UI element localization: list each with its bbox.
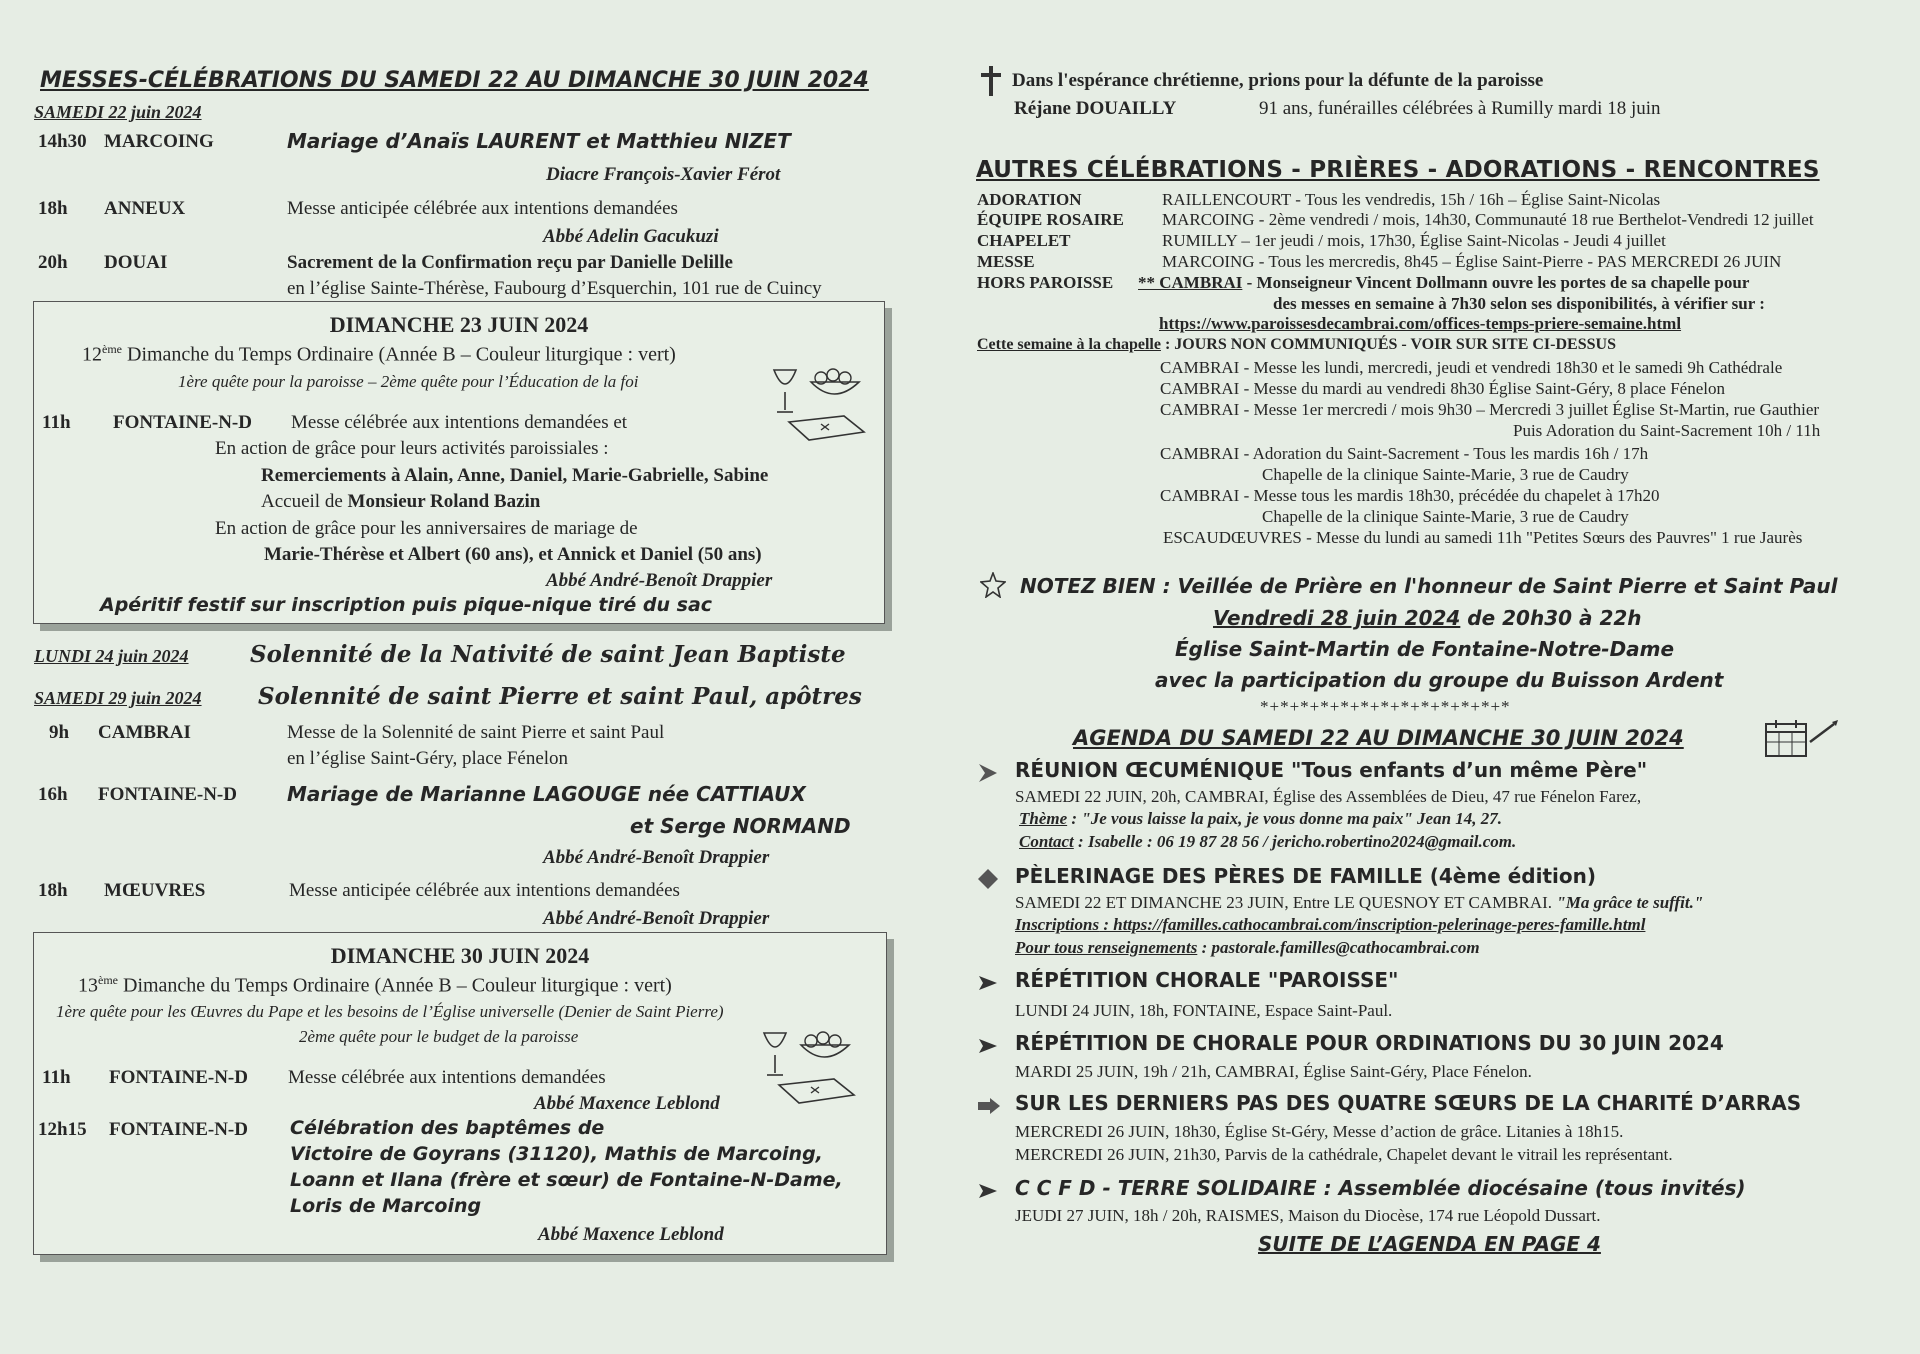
autres-text: MARCOING - 2ème vendredi / mois, 14h30, Communauté 18 rue Berthelot-Vendredi 12 juillet — [1162, 210, 1814, 229]
cambrai-line: Puis Adoration du Saint-Sacrement 10h / 11h — [1513, 421, 1821, 440]
autres-text: MARCOING - Tous les mercredis, 8h45 – Église Saint-Pierre - PAS MERCREDI 26 JUIN — [1162, 252, 1782, 271]
cross-icon — [978, 64, 1004, 98]
deceased-details: 91 ans, funérailles célébrées à Rumilly mardi 18 juin — [1259, 98, 1661, 119]
date-mon24: LUNDI 24 juin 2024 — [34, 646, 189, 666]
hors-paroisse-label: HORS PAROISSE — [977, 273, 1114, 292]
sunday-30-quete-2: 2ème quête pour le budget de la paroisse — [299, 1027, 579, 1046]
event-time: 11h — [42, 1067, 71, 1088]
event-text: Loris de Marcoing — [290, 1195, 482, 1217]
agenda-item-title: RÉPÉTITION CHORALE "PAROISSE" — [1015, 968, 1399, 992]
aperitif-note: Apéritif festif sur inscription puis pique-nique tiré du sac — [100, 594, 713, 616]
notez-line-3: Église Saint-Martin de Fontaine-Notre-Dame — [1175, 637, 1675, 661]
agenda-item-line: Contact : Isabelle : 06 19 87 28 56 / jericho.robertino2024@gmail.com. — [1019, 832, 1517, 851]
deceased-intro: Dans l'espérance chrétienne, prions pour la défunte de la paroisse — [1012, 70, 1544, 91]
arrowhead-bullet-icon — [977, 1182, 999, 1200]
chapelle-line: Cette semaine à la chapelle : JOURS NON COMMUNIQUÉS - VOIR SUR SITE CI-DESSUS — [977, 336, 1616, 353]
event-place: MARCOING — [104, 131, 214, 152]
mon24-solennite: Solennité de la Nativité de saint Jean Baptiste — [250, 641, 846, 668]
date-sat29: SAMEDI 29 juin 2024 — [34, 688, 202, 708]
autres-text: RAILLENCOURT - Tous les vendredis, 15h / 16h – Église Saint-Nicolas — [1162, 190, 1661, 209]
event-place: FONTAINE-N-D — [98, 784, 237, 805]
event-time: 11h — [42, 412, 71, 433]
agenda-item-line: Inscriptions : https://familles.cathocambrai.com/inscription-pelerinage-peres-famille.html — [1015, 915, 1646, 934]
sunday-30-box — [33, 932, 887, 1255]
deceased-name: Réjane DOUAILLY — [1014, 98, 1177, 119]
date-sat22: SAMEDI 22 juin 2024 — [34, 102, 202, 122]
event-text-2: et Serge NORMAND — [630, 814, 851, 838]
event-text: Mariage de Marianne LAGOUGE née CATTIAUX — [287, 782, 806, 806]
event-time: 12h15 — [38, 1119, 87, 1140]
event-text: Célébration des baptêmes de — [290, 1117, 605, 1139]
agenda-item-line: SAMEDI 22 ET DIMANCHE 23 JUIN, Entre LE QUESNOY ET CAMBRAI. "Ma grâce te suffit." — [1015, 893, 1704, 912]
agenda-item-title: C C F D - TERRE SOLIDAIRE : Assemblée diocésaine (tous invités) — [1015, 1176, 1746, 1200]
event-text: Accueil de Monsieur Roland Bazin — [261, 491, 541, 512]
event-place: CAMBRAI — [98, 722, 191, 743]
event-officiant: Abbé Maxence Leblond — [538, 1224, 724, 1245]
notez-line-1: NOTEZ BIEN : Veillée de Prière en l'honneur de Saint Pierre et Saint Paul — [1020, 574, 1838, 598]
event-text: Marie-Thérèse et Albert (60 ans), et Annick et Daniel (50 ans) — [264, 544, 762, 565]
agenda-item-line: LUNDI 24 JUIN, 18h, FONTAINE, Espace Saint-Paul. — [1015, 1001, 1393, 1020]
autres-label: CHAPELET — [977, 231, 1071, 250]
cambrai-line: CAMBRAI - Adoration du Saint-Sacrement - Tous les mardis 16h / 17h — [1160, 444, 1649, 463]
event-place: MŒUVRES — [104, 880, 206, 901]
event-text: Messe célébrée aux intentions demandées — [288, 1067, 606, 1088]
arrowhead-bullet-icon — [977, 974, 999, 992]
event-text: Messe célébrée aux intentions demandées et — [291, 412, 628, 433]
event-text-2: en l’église Saint-Géry, place Fénelon — [287, 748, 569, 769]
event-place: DOUAI — [104, 252, 168, 273]
event-text: Messe de la Solennité de saint Pierre et saint Paul — [287, 722, 665, 743]
calendar-icon — [1762, 716, 1842, 760]
event-officiant: Abbé André-Benoît Drappier — [543, 908, 770, 929]
cambrai-line: CAMBRAI - Messe du mardi au vendredi 8h30 Église Saint-Géry, 8 place Fénelon — [1160, 379, 1725, 398]
event-officiant: Abbé André-Benoît Drappier — [546, 570, 773, 591]
event-text: Victoire de Goyrans (31120), Mathis de Marcoing, — [290, 1143, 823, 1165]
hors-paroisse-line: ** CAMBRAI - Monseigneur Vincent Dollmann ouvre les portes de sa chapelle pour — [1138, 273, 1750, 292]
cambrai-line: CAMBRAI - Messe 1er mercredi / mois 9h30 – Mercredi 3 juillet Église St-Martin, rue Gauthier — [1160, 400, 1820, 419]
agenda-title: AGENDA DU SAMEDI 22 AU DIMANCHE 30 JUIN 2024 — [1073, 726, 1684, 750]
event-place: FONTAINE-N-D — [113, 412, 252, 433]
sunday-30-quete-1: 1ère quête pour les Œuvres du Pape et les besoins de l’Église universelle (Denier de Saint Pierre) — [56, 1002, 724, 1021]
sunday-30-title: DIMANCHE 30 JUIN 2024 — [330, 943, 590, 968]
agenda-item-line: SAMEDI 22 JUIN, 20h, CAMBRAI, Église des Assemblées de Dieu, 47 rue Fénelon Farez, — [1015, 787, 1642, 806]
autres-label: MESSE — [977, 252, 1035, 271]
event-text: En action de grâce pour leurs activités paroissiales : — [215, 438, 609, 459]
block-arrow-bullet-icon — [977, 1097, 1001, 1115]
cambrai-line: CAMBRAI - Messe les lundi, mercredi, jeudi et vendredi 18h30 et le samedi 9h Cathédrale — [1160, 358, 1783, 377]
event-place: FONTAINE-N-D — [109, 1119, 248, 1140]
cambrai-line: ESCAUDŒUVRES - Messe du lundi au samedi 11h "Petites Sœurs des Pauvres" 1 rue Jaurès — [1163, 528, 1803, 547]
agenda-item-title: PÈLERINAGE DES PÈRES DE FAMILLE (4ème édition) — [1015, 864, 1596, 888]
event-text: En action de grâce pour les anniversaires de mariage de — [215, 518, 638, 539]
event-time: 9h — [49, 722, 70, 743]
autres-label: ÉQUIPE ROSAIRE — [977, 210, 1124, 229]
arrowhead-bullet-icon — [977, 1037, 999, 1055]
event-officiant: Abbé André-Benoît Drappier — [543, 847, 770, 868]
cambrai-line: CAMBRAI - Messe tous les mardis 18h30, précédée du chapelet à 17h20 — [1160, 486, 1660, 505]
agenda-item-line: MARDI 25 JUIN, 19h / 21h, CAMBRAI, Église Saint-Géry, Place Fénelon. — [1015, 1062, 1532, 1081]
autres-text: RUMILLY – 1er jeudi / mois, 17h30, Église Saint-Nicolas - Jeudi 4 juillet — [1162, 231, 1666, 250]
autres-title: AUTRES CÉLÉBRATIONS - PRIÈRES - ADORATIONS - RENCONTRES — [976, 157, 1820, 183]
event-officiant: Diacre François-Xavier Férot — [546, 164, 781, 185]
arrow-bullet-icon — [977, 762, 999, 784]
event-text: Mariage d’Anaïs LAURENT et Matthieu NIZET — [287, 129, 791, 153]
event-time: 14h30 — [38, 131, 87, 152]
event-place: FONTAINE-N-D — [109, 1067, 248, 1088]
agenda-item-title: RÉPÉTITION DE CHORALE POUR ORDINATIONS DU 30 JUIN 2024 — [1015, 1031, 1724, 1055]
star-icon — [980, 572, 1006, 598]
hors-paroisse-url[interactable]: https://www.paroissesdecambrai.com/offices-temps-priere-semaine.html — [1159, 314, 1682, 333]
hors-paroisse-line: des messes en semaine à 7h30 selon ses disponibilités, à vérifier sur : — [1273, 294, 1765, 313]
suite-agenda: SUITE DE L’AGENDA EN PAGE 4 — [1258, 1232, 1601, 1256]
agenda-item-line: MERCREDI 26 JUIN, 18h30, Église St-Géry, Messe d’action de grâce. Litanies à 18h15. — [1015, 1122, 1624, 1141]
event-time: 18h — [38, 880, 68, 901]
sunday-23-box — [33, 301, 885, 624]
sunday-23-title: DIMANCHE 23 JUIN 2024 — [329, 312, 589, 337]
stars-divider: *+*+*+*+*+*+*+*+*+*+*+*+* — [1260, 697, 1511, 716]
notez-line-4: avec la participation du groupe du Buisson Ardent — [1155, 668, 1724, 692]
sunday-30-subtitle: 13ème Dimanche du Temps Ordinaire (Année B – Couleur liturgique : vert) — [78, 973, 672, 997]
agenda-item-line: Thème : "Je vous laisse la paix, je vous donne ma paix" Jean 14, 27. — [1019, 809, 1503, 828]
chalice-bread-icon — [769, 362, 869, 444]
sat29-solennite: Solennité de saint Pierre et saint Paul, apôtres — [258, 683, 862, 710]
notez-line-2: Vendredi 28 juin 2024 de 20h30 à 22h — [1213, 606, 1642, 630]
event-officiant: Abbé Adelin Gacukuzi — [543, 226, 719, 247]
agenda-item-line: MERCREDI 26 JUIN, 21h30, Parvis de la cathédrale, Chapelet devant le vitrail les représentant. — [1015, 1145, 1673, 1164]
agenda-item-title: RÉUNION ŒCUMÉNIQUE "Tous enfants d’un même Père" — [1015, 758, 1648, 782]
cambrai-line: Chapelle de la clinique Sainte-Marie, 3 rue de Caudry — [1262, 465, 1629, 484]
agenda-item-line: Pour tous renseignements : pastorale.familles@cathocambrai.com — [1015, 938, 1480, 957]
cambrai-line: Chapelle de la clinique Sainte-Marie, 3 rue de Caudry — [1262, 507, 1629, 526]
agenda-item-line: JEUDI 27 JUIN, 18h / 20h, RAISMES, Maison du Diocèse, 174 rue Léopold Dussart. — [1015, 1206, 1601, 1225]
diamond-bullet-icon — [977, 868, 999, 890]
event-place: ANNEUX — [104, 198, 186, 219]
event-time: 18h — [38, 198, 68, 219]
agenda-item-title: SUR LES DERNIERS PAS DES QUATRE SŒURS DE LA CHARITÉ D’ARRAS — [1015, 1091, 1802, 1115]
event-text: Remerciements à Alain, Anne, Daniel, Marie-Gabrielle, Sabine — [261, 465, 769, 486]
autres-label: ADORATION — [977, 190, 1082, 209]
event-text: Sacrement de la Confirmation reçu par Danielle Delille — [287, 252, 733, 273]
event-text: Messe anticipée célébrée aux intentions demandées — [289, 880, 680, 901]
event-text: Messe anticipée célébrée aux intentions demandées — [287, 198, 678, 219]
event-text: Loann et Ilana (frère et sœur) de Fontaine-N-Dame, — [290, 1169, 843, 1191]
sunday-23-subtitle: 12ème Dimanche du Temps Ordinaire (Année B – Couleur liturgique : vert) — [82, 342, 676, 366]
event-officiant: Abbé Maxence Leblond — [534, 1093, 720, 1114]
event-time: 16h — [38, 784, 68, 805]
main-title: MESSES-CÉLÉBRATIONS DU SAMEDI 22 AU DIMANCHE 30 JUIN 2024 — [40, 68, 869, 93]
event-time: 20h — [38, 252, 68, 273]
chalice-bread-icon — [759, 1025, 859, 1107]
sunday-23-quete: 1ère quête pour la paroisse – 2ème quête pour l’Éducation de la foi — [178, 372, 639, 391]
event-text-2: en l’église Sainte-Thérèse, Faubourg d’Esquerchin, 101 rue de Cuincy — [287, 278, 822, 299]
